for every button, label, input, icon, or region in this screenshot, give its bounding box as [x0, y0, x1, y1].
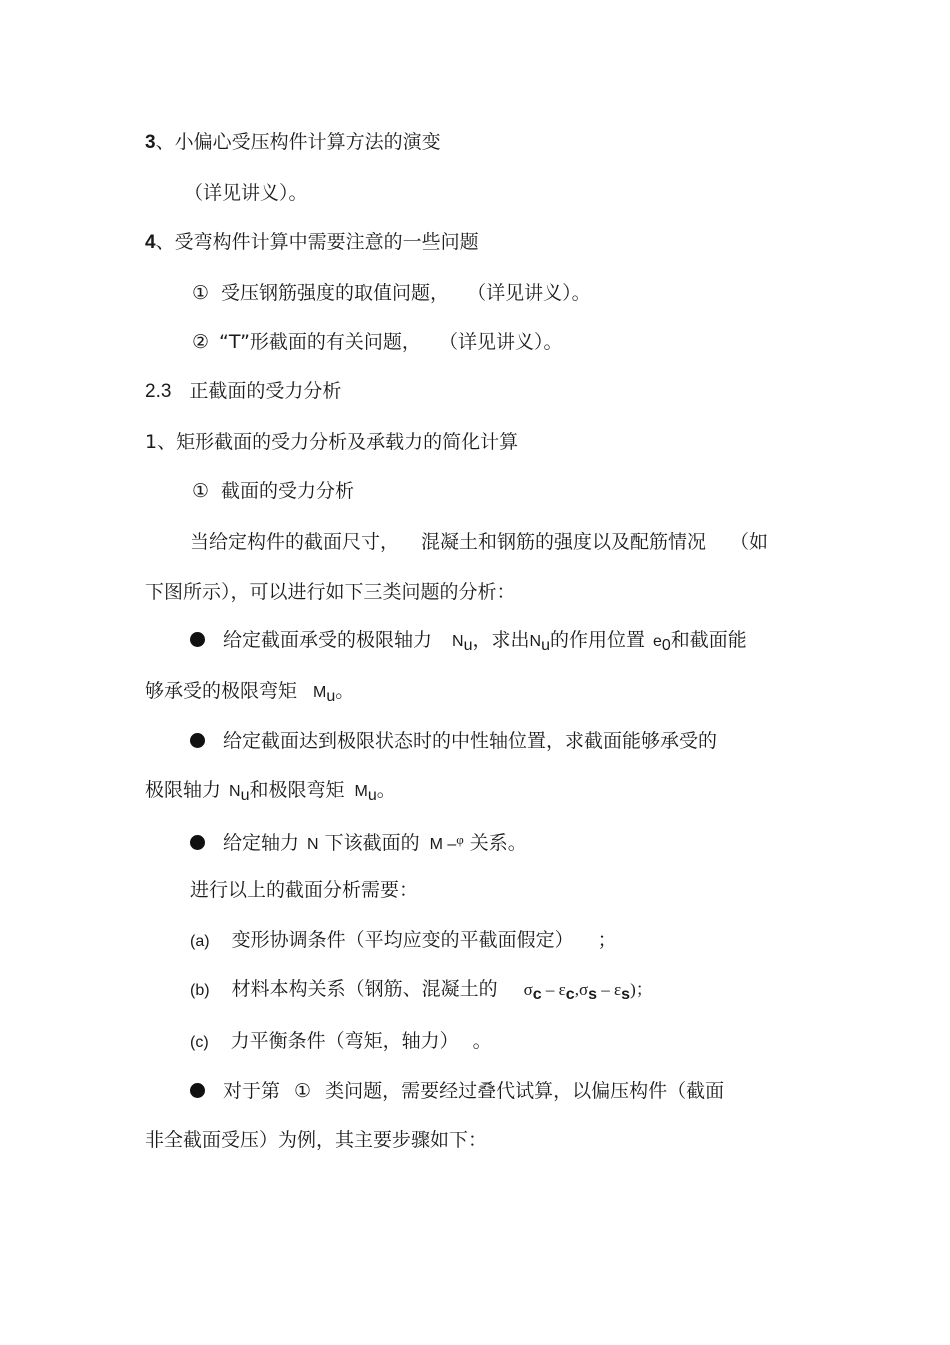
symbol-M: M – [429, 836, 457, 853]
paragraph-1-part-a: 当给定构件的截面尺寸， [190, 531, 400, 553]
bullet-dot [190, 733, 205, 748]
symbol-epsilon: – ε [597, 980, 622, 999]
subsection-1a-text: 截面的受力分析 [221, 480, 355, 502]
condition-a-text: 变形协调条件（平均应变的平截面假定） [231, 929, 574, 951]
bullet-dot [190, 632, 205, 647]
item-2-text: “T”形截面的有关问题， [219, 331, 421, 353]
condition-a [190, 928, 617, 954]
subscript-u: u [367, 787, 377, 804]
bullet-1-line-2 [145, 679, 354, 709]
item-2 [192, 330, 562, 354]
paragraph-1-line-1 [190, 530, 768, 554]
bullet-4-part-a: 对于第 [223, 1080, 281, 1102]
bullet-1-line-1 [190, 628, 747, 658]
condition-b [190, 977, 653, 1007]
symbol-e: e [652, 633, 662, 650]
bullet-1-part-e: 够承受的极限弯矩 [145, 680, 298, 702]
subscript-c: c [565, 986, 575, 1003]
bullet-2-line-1 [190, 729, 717, 753]
bullet-4-part-b: 类问题，需要经过叠代试算，以偏压构件（截面 [325, 1080, 725, 1102]
symbol-N: N [229, 783, 241, 800]
paragraph-1-line-2: 下图所示），可以进行如下三类问题的分析： [145, 581, 516, 603]
condition-a-label: (a) [190, 933, 210, 950]
condition-b-label: (b) [190, 982, 210, 999]
heading-3 [145, 130, 441, 155]
bullet-2-part-b: 极限轴力 [145, 779, 222, 801]
condition-c-text: 力平衡条件（弯矩，轴力） [230, 1030, 459, 1052]
heading-4-text: 、受弯构件计算中需要注意的一些问题 [155, 231, 479, 253]
condition-a-end: ； [597, 929, 617, 951]
subscript-0: 0 [661, 637, 671, 654]
item-1 [192, 281, 591, 305]
subscript-u: u [463, 637, 473, 654]
bullet-2-part-a: 给定截面达到极限状态时的中性轴位置，求截面能够承受的 [223, 730, 718, 752]
bullet-2-part-c: 和极限弯矩 [249, 779, 345, 801]
condition-c-end: 。 [472, 1030, 492, 1052]
bullet-4-line-1 [190, 1079, 724, 1103]
item-2-note: （详见讲义）。 [438, 331, 563, 353]
symbol-N: N [452, 633, 464, 650]
bullet-1-part-c: 的作用位置 [549, 629, 645, 651]
subscript-s: s [588, 986, 598, 1003]
condition-b-text: 材料本构关系（钢筋、混凝土的 [231, 978, 498, 1000]
bullet-dot [190, 1083, 205, 1098]
subscript-c: c [532, 986, 542, 1003]
bullet-3-part-a: 给定轴力 [223, 832, 300, 854]
section-heading [145, 379, 341, 404]
bullet-1-part-b: ，求出 [472, 629, 530, 651]
bullet-2-line-2 [145, 778, 396, 808]
bullet-3-part-b: 下该截面的 [324, 832, 420, 854]
bullet-4-line-2: 非全截面受压）为例，其主要步骤如下： [145, 1129, 488, 1151]
symbol-phi: φ [456, 832, 464, 847]
symbol-M: M [354, 783, 368, 800]
subscript-s: s [621, 986, 631, 1003]
symbol-sigma: σ [523, 980, 533, 999]
bullet-3-part-c: 关系。 [469, 832, 527, 854]
bullet-2-part-d: 。 [376, 779, 396, 801]
heading-4-number: 4 [145, 232, 156, 253]
symbol-N: N [307, 836, 319, 853]
symbol-M: M [313, 684, 327, 701]
bullet-dot [190, 835, 205, 850]
heading-4 [145, 230, 479, 255]
item-1-note: （详见讲义）。 [467, 282, 591, 304]
heading-3-note: （详见讲义）。 [184, 182, 308, 204]
bullet-4-mark: ① [294, 1080, 312, 1102]
heading-3-number: 3 [145, 132, 156, 153]
paragraph-1-part-c: （如 [730, 531, 769, 553]
subscript-u: u [326, 688, 336, 705]
condition-b-end: )； [630, 980, 653, 999]
symbol-sigma: ,σ [574, 980, 589, 999]
item-2-mark: ② [192, 331, 210, 353]
item-1-mark: ① [192, 282, 210, 304]
section-number: 2.3 [145, 381, 172, 402]
symbol-N: N [529, 633, 542, 650]
condition-c [190, 1029, 492, 1055]
bullet-1-part-d: 和截面能 [670, 629, 747, 651]
subscript-u: u [240, 787, 250, 804]
condition-c-label: (c) [190, 1034, 209, 1051]
paragraph-2: 进行以上的截面分析需要： [190, 879, 419, 901]
paragraph-1-part-b: 混凝土和钢筋的强度以及配筋情况 [421, 531, 707, 553]
item-1-text: 受压钢筋强度的取值问题， [221, 282, 450, 304]
subsection-1a [192, 479, 354, 503]
section-title: 正截面的受力分析 [189, 380, 342, 402]
subscript-u: u [541, 637, 550, 654]
bullet-1-part-a: 给定截面承受的极限轴力 [223, 629, 433, 651]
bullet-1-part-f: 。 [335, 680, 355, 702]
bullet-3 [190, 828, 527, 857]
subsection-1a-mark: ① [192, 480, 210, 502]
heading-3-text: 、小偏心受压构件计算方法的演变 [155, 131, 441, 153]
symbol-epsilon: – ε [541, 980, 566, 999]
subsection-1: 1、矩形截面的受力分析及承载力的简化计算 [145, 431, 519, 453]
